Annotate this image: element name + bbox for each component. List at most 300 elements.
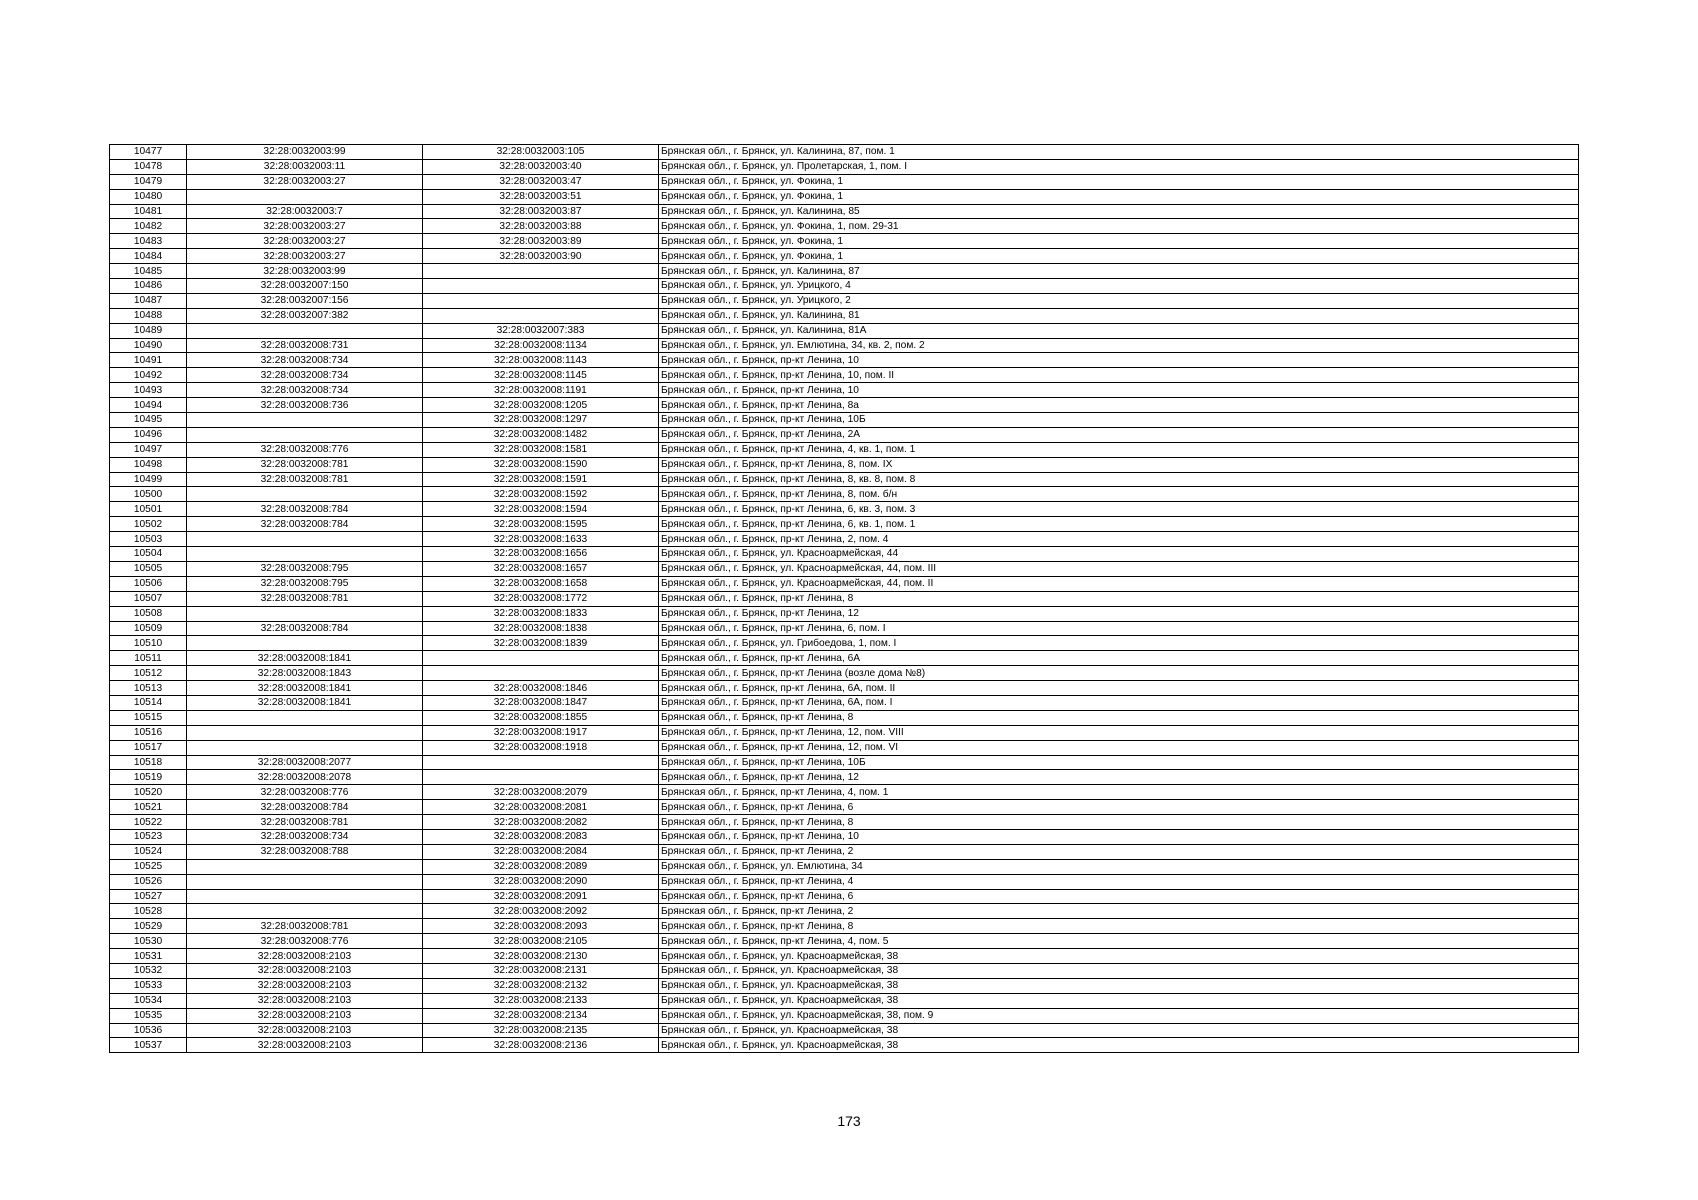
cadastral-number-cell: 32:28:0032003:47 <box>423 174 659 189</box>
address-cell: Брянская обл., г. Брянск, пр-кт Ленина, 8, пом. б/н <box>659 487 1579 502</box>
address-cell: Брянская обл., г. Брянск, ул. Фокина, 1 <box>659 249 1579 264</box>
table-row <box>110 591 1579 606</box>
row-number-cell: 10509 <box>110 621 187 636</box>
address-cell: Брянская обл., г. Брянск, пр-кт Ленина, 10Б <box>659 755 1579 770</box>
table-row <box>110 249 1579 264</box>
address-cell: Брянская обл., г. Брянск, пр-кт Ленина, 12, пом. VI <box>659 740 1579 755</box>
row-number-cell: 10498 <box>110 457 187 472</box>
address-cell: Брянская обл., г. Брянск, пр-кт Ленина, 12, пом. VIII <box>659 725 1579 740</box>
row-number-cell: 10522 <box>110 815 187 830</box>
row-number-cell: 10529 <box>110 919 187 934</box>
cadastral-number-cell <box>423 264 659 279</box>
cadastral-number-cell: 32:28:0032008:1591 <box>423 472 659 487</box>
previous-cadastral-number-cell: 32:28:0032003:27 <box>187 174 423 189</box>
previous-cadastral-number-cell <box>187 874 423 889</box>
address-cell: Брянская обл., г. Брянск, пр-кт Ленина, 8 <box>659 591 1579 606</box>
table-row <box>110 695 1579 710</box>
previous-cadastral-number-cell: 32:28:0032008:784 <box>187 502 423 517</box>
previous-cadastral-number-cell: 32:28:0032008:734 <box>187 368 423 383</box>
row-number-cell: 10486 <box>110 279 187 294</box>
table-row <box>110 963 1579 978</box>
cadastral-number-cell: 32:28:0032008:1297 <box>423 413 659 428</box>
table-row <box>110 442 1579 457</box>
row-number-cell: 10504 <box>110 547 187 562</box>
previous-cadastral-number-cell: 32:28:0032007:156 <box>187 293 423 308</box>
row-number-cell: 10514 <box>110 695 187 710</box>
cadastral-number-cell: 32:28:0032008:1145 <box>423 368 659 383</box>
table-row <box>110 889 1579 904</box>
row-number-cell: 10530 <box>110 934 187 949</box>
previous-cadastral-number-cell: 32:28:0032008:795 <box>187 576 423 591</box>
cadastral-number-cell: 32:28:0032008:1482 <box>423 427 659 442</box>
address-cell: Брянская обл., г. Брянск, пр-кт Ленина, 8, кв. 8, пом. 8 <box>659 472 1579 487</box>
table-row <box>110 934 1579 949</box>
previous-cadastral-number-cell: 32:28:0032003:7 <box>187 204 423 219</box>
row-number-cell: 10535 <box>110 1008 187 1023</box>
table-row <box>110 815 1579 830</box>
address-cell: Брянская обл., г. Брянск, ул. Красноармейская, 38 <box>659 993 1579 1008</box>
cadastral-number-cell: 32:28:0032008:2134 <box>423 1008 659 1023</box>
address-cell: Брянская обл., г. Брянск, ул. Грибоедова, 1, пом. I <box>659 636 1579 651</box>
cadastral-number-cell <box>423 770 659 785</box>
table-row <box>110 800 1579 815</box>
row-number-cell: 10479 <box>110 174 187 189</box>
address-cell: Брянская обл., г. Брянск, ул. Красноармейская, 44, пом. II <box>659 576 1579 591</box>
row-number-cell: 10536 <box>110 1023 187 1038</box>
table-row <box>110 740 1579 755</box>
table-row <box>110 204 1579 219</box>
previous-cadastral-number-cell: 32:28:0032008:2103 <box>187 1008 423 1023</box>
cadastral-number-cell: 32:28:0032008:1918 <box>423 740 659 755</box>
cadastral-number-cell <box>423 755 659 770</box>
previous-cadastral-number-cell: 32:28:0032008:2103 <box>187 949 423 964</box>
row-number-cell: 10481 <box>110 204 187 219</box>
table-row <box>110 457 1579 472</box>
cadastral-number-cell: 32:28:0032008:1917 <box>423 725 659 740</box>
row-number-cell: 10494 <box>110 398 187 413</box>
cadastral-number-cell: 32:28:0032008:1847 <box>423 695 659 710</box>
previous-cadastral-number-cell <box>187 606 423 621</box>
cadastral-number-cell: 32:28:0032003:90 <box>423 249 659 264</box>
row-number-cell: 10510 <box>110 636 187 651</box>
address-cell: Брянская обл., г. Брянск, ул. Фокина, 1 <box>659 189 1579 204</box>
previous-cadastral-number-cell: 32:28:0032008:1843 <box>187 666 423 681</box>
cadastral-number-cell: 32:28:0032008:2131 <box>423 963 659 978</box>
table-row <box>110 293 1579 308</box>
table-row <box>110 770 1579 785</box>
previous-cadastral-number-cell <box>187 413 423 428</box>
address-cell: Брянская обл., г. Брянск, ул. Красноармейская, 38 <box>659 949 1579 964</box>
address-cell: Брянская обл., г. Брянск, пр-кт Ленина, 2 <box>659 844 1579 859</box>
address-cell: Брянская обл., г. Брянск, пр-кт Ленина, 4 <box>659 874 1579 889</box>
table-row <box>110 279 1579 294</box>
previous-cadastral-number-cell: 32:28:0032008:781 <box>187 591 423 606</box>
address-cell: Брянская обл., г. Брянск, пр-кт Ленина, 12 <box>659 770 1579 785</box>
previous-cadastral-number-cell: 32:28:0032008:2078 <box>187 770 423 785</box>
table-row <box>110 264 1579 279</box>
previous-cadastral-number-cell: 32:28:0032008:781 <box>187 457 423 472</box>
table-row <box>110 710 1579 725</box>
previous-cadastral-number-cell: 32:28:0032008:776 <box>187 934 423 949</box>
table-row <box>110 725 1579 740</box>
table-row <box>110 532 1579 547</box>
table-row <box>110 189 1579 204</box>
row-number-cell: 10520 <box>110 785 187 800</box>
previous-cadastral-number-cell: 32:28:0032008:734 <box>187 383 423 398</box>
table-row <box>110 978 1579 993</box>
address-cell: Брянская обл., г. Брянск, пр-кт Ленина, 8 <box>659 815 1579 830</box>
table-row <box>110 427 1579 442</box>
cadastral-number-cell: 32:28:0032008:2084 <box>423 844 659 859</box>
address-cell: Брянская обл., г. Брянск, пр-кт Ленина, 10 <box>659 353 1579 368</box>
row-number-cell: 10502 <box>110 517 187 532</box>
previous-cadastral-number-cell <box>187 532 423 547</box>
address-cell: Брянская обл., г. Брянск, пр-кт Ленина, 10Б <box>659 413 1579 428</box>
row-number-cell: 10517 <box>110 740 187 755</box>
previous-cadastral-number-cell <box>187 487 423 502</box>
cadastral-number-cell: 32:28:0032008:1592 <box>423 487 659 502</box>
cadastral-number-cell: 32:28:0032008:1134 <box>423 338 659 353</box>
previous-cadastral-number-cell: 32:28:0032008:2103 <box>187 993 423 1008</box>
cadastral-number-cell: 32:28:0032008:1838 <box>423 621 659 636</box>
cadastral-number-cell: 32:28:0032008:1581 <box>423 442 659 457</box>
address-cell: Брянская обл., г. Брянск, ул. Красноармейская, 44 <box>659 547 1579 562</box>
row-number-cell: 10493 <box>110 383 187 398</box>
address-cell: Брянская обл., г. Брянск, пр-кт Ленина, 6 <box>659 800 1579 815</box>
cadastral-number-cell: 32:28:0032003:40 <box>423 159 659 174</box>
table-row <box>110 681 1579 696</box>
table-row <box>110 919 1579 934</box>
address-cell: Брянская обл., г. Брянск, пр-кт Ленина (возле дома №8) <box>659 666 1579 681</box>
address-cell: Брянская обл., г. Брянск, пр-кт Ленина, 4, кв. 1, пом. 1 <box>659 442 1579 457</box>
row-number-cell: 10531 <box>110 949 187 964</box>
table-row <box>110 993 1579 1008</box>
row-number-cell: 10497 <box>110 442 187 457</box>
address-cell: Брянская обл., г. Брянск, пр-кт Ленина, 6А <box>659 651 1579 666</box>
previous-cadastral-number-cell: 32:28:0032008:776 <box>187 442 423 457</box>
cadastral-number-cell: 32:28:0032008:1833 <box>423 606 659 621</box>
table-row <box>110 1008 1579 1023</box>
row-number-cell: 10528 <box>110 904 187 919</box>
address-cell: Брянская обл., г. Брянск, ул. Калинина, 87 <box>659 264 1579 279</box>
address-cell: Брянская обл., г. Брянск, пр-кт Ленина, 6А, пом. II <box>659 681 1579 696</box>
previous-cadastral-number-cell: 32:28:0032007:150 <box>187 279 423 294</box>
address-cell: Брянская обл., г. Брянск, пр-кт Ленина, 6А, пом. I <box>659 695 1579 710</box>
table-row <box>110 234 1579 249</box>
table-row <box>110 949 1579 964</box>
row-number-cell: 10532 <box>110 963 187 978</box>
address-cell: Брянская обл., г. Брянск, пр-кт Ленина, 10 <box>659 829 1579 844</box>
table-row <box>110 874 1579 889</box>
address-cell: Брянская обл., г. Брянск, пр-кт Ленина, 4, пом. 5 <box>659 934 1579 949</box>
address-cell: Брянская обл., г. Брянск, пр-кт Ленина, 8а <box>659 398 1579 413</box>
table-row <box>110 547 1579 562</box>
row-number-cell: 10503 <box>110 532 187 547</box>
row-number-cell: 10480 <box>110 189 187 204</box>
table-row <box>110 576 1579 591</box>
previous-cadastral-number-cell: 32:28:0032008:731 <box>187 338 423 353</box>
cadastral-number-cell: 32:28:0032008:1772 <box>423 591 659 606</box>
address-cell: Брянская обл., г. Брянск, ул. Урицкого, 4 <box>659 279 1579 294</box>
row-number-cell: 10515 <box>110 710 187 725</box>
cadastral-number-cell: 32:28:0032008:1658 <box>423 576 659 591</box>
previous-cadastral-number-cell: 32:28:0032008:2103 <box>187 978 423 993</box>
cadastral-number-cell: 32:28:0032008:2093 <box>423 919 659 934</box>
previous-cadastral-number-cell <box>187 904 423 919</box>
cadastral-number-cell: 32:28:0032008:1839 <box>423 636 659 651</box>
table-row <box>110 487 1579 502</box>
row-number-cell: 10526 <box>110 874 187 889</box>
address-cell: Брянская обл., г. Брянск, ул. Калинина, 87, пом. 1 <box>659 145 1579 160</box>
address-cell: Брянская обл., г. Брянск, ул. Пролетарская, 1, пом. I <box>659 159 1579 174</box>
table-row <box>110 755 1579 770</box>
row-number-cell: 10489 <box>110 323 187 338</box>
row-number-cell: 10516 <box>110 725 187 740</box>
cadastral-number-cell <box>423 279 659 294</box>
row-number-cell: 10512 <box>110 666 187 681</box>
cadastral-number-cell: 32:28:0032008:1205 <box>423 398 659 413</box>
address-cell: Брянская обл., г. Брянск, ул. Урицкого, 2 <box>659 293 1579 308</box>
previous-cadastral-number-cell: 32:28:0032003:11 <box>187 159 423 174</box>
table-row <box>110 651 1579 666</box>
table-row <box>110 159 1579 174</box>
table-row <box>110 785 1579 800</box>
table-row <box>110 517 1579 532</box>
previous-cadastral-number-cell: 32:28:0032008:784 <box>187 621 423 636</box>
row-number-cell: 10501 <box>110 502 187 517</box>
row-number-cell: 10491 <box>110 353 187 368</box>
previous-cadastral-number-cell: 32:28:0032008:1841 <box>187 681 423 696</box>
address-cell: Брянская обл., г. Брянск, пр-кт Ленина, 6, кв. 3, пом. 3 <box>659 502 1579 517</box>
cadastral-number-cell: 32:28:0032008:2133 <box>423 993 659 1008</box>
table-row <box>110 636 1579 651</box>
address-cell: Брянская обл., г. Брянск, пр-кт Ленина, 6 <box>659 889 1579 904</box>
previous-cadastral-number-cell: 32:28:0032008:2103 <box>187 1023 423 1038</box>
table-row <box>110 829 1579 844</box>
previous-cadastral-number-cell: 32:28:0032008:2077 <box>187 755 423 770</box>
row-number-cell: 10490 <box>110 338 187 353</box>
address-cell: Брянская обл., г. Брянск, пр-кт Ленина, 2 <box>659 904 1579 919</box>
row-number-cell: 10524 <box>110 844 187 859</box>
cadastral-number-cell: 32:28:0032008:2081 <box>423 800 659 815</box>
table-row <box>110 472 1579 487</box>
cadastral-number-cell: 32:28:0032008:1657 <box>423 561 659 576</box>
previous-cadastral-number-cell: 32:28:0032003:99 <box>187 145 423 160</box>
table-row <box>110 323 1579 338</box>
address-cell: Брянская обл., г. Брянск, ул. Красноармейская, 38 <box>659 978 1579 993</box>
address-cell: Брянская обл., г. Брянск, ул. Емлютина, 34, кв. 2, пом. 2 <box>659 338 1579 353</box>
table-row <box>110 383 1579 398</box>
previous-cadastral-number-cell: 32:28:0032008:734 <box>187 353 423 368</box>
previous-cadastral-number-cell <box>187 740 423 755</box>
row-number-cell: 10507 <box>110 591 187 606</box>
row-number-cell: 10518 <box>110 755 187 770</box>
previous-cadastral-number-cell <box>187 427 423 442</box>
table-row <box>110 308 1579 323</box>
address-cell: Брянская обл., г. Брянск, ул. Красноармейская, 38 <box>659 1038 1579 1053</box>
table-row <box>110 174 1579 189</box>
row-number-cell: 10496 <box>110 427 187 442</box>
address-cell: Брянская обл., г. Брянск, ул. Калинина, 85 <box>659 204 1579 219</box>
row-number-cell: 10519 <box>110 770 187 785</box>
table-row <box>110 368 1579 383</box>
row-number-cell: 10537 <box>110 1038 187 1053</box>
row-number-cell: 10521 <box>110 800 187 815</box>
address-cell: Брянская обл., г. Брянск, ул. Емлютина, 34 <box>659 859 1579 874</box>
row-number-cell: 10487 <box>110 293 187 308</box>
table-row <box>110 621 1579 636</box>
table-row <box>110 666 1579 681</box>
table-row <box>110 398 1579 413</box>
address-cell: Брянская обл., г. Брянск, пр-кт Ленина, 6, кв. 1, пом. 1 <box>659 517 1579 532</box>
address-cell: Брянская обл., г. Брянск, пр-кт Ленина, 4, пом. 1 <box>659 785 1579 800</box>
cadastral-number-cell <box>423 666 659 681</box>
cadastral-number-cell: 32:28:0032008:2135 <box>423 1023 659 1038</box>
previous-cadastral-number-cell: 32:28:0032008:784 <box>187 517 423 532</box>
row-number-cell: 10478 <box>110 159 187 174</box>
table-row <box>110 502 1579 517</box>
cadastral-number-cell: 32:28:0032008:1143 <box>423 353 659 368</box>
address-cell: Брянская обл., г. Брянск, ул. Красноармейская, 38 <box>659 1023 1579 1038</box>
cadastral-number-cell: 32:28:0032008:1594 <box>423 502 659 517</box>
row-number-cell: 10488 <box>110 308 187 323</box>
previous-cadastral-number-cell: 32:28:0032007:382 <box>187 308 423 323</box>
table-row <box>110 1038 1579 1053</box>
address-cell: Брянская обл., г. Брянск, пр-кт Ленина, 2, пом. 4 <box>659 532 1579 547</box>
row-number-cell: 10477 <box>110 145 187 160</box>
previous-cadastral-number-cell <box>187 189 423 204</box>
cadastral-number-cell: 32:28:0032008:2082 <box>423 815 659 830</box>
cadastral-number-cell: 32:28:0032003:51 <box>423 189 659 204</box>
row-number-cell: 10500 <box>110 487 187 502</box>
cadastral-number-cell <box>423 293 659 308</box>
table-row <box>110 219 1579 234</box>
address-cell: Брянская обл., г. Брянск, ул. Красноармейская, 38, пом. 9 <box>659 1008 1579 1023</box>
previous-cadastral-number-cell <box>187 889 423 904</box>
address-cell: Брянская обл., г. Брянск, пр-кт Ленина, 10 <box>659 383 1579 398</box>
row-number-cell: 10499 <box>110 472 187 487</box>
previous-cadastral-number-cell <box>187 323 423 338</box>
row-number-cell: 10485 <box>110 264 187 279</box>
address-cell: Брянская обл., г. Брянск, пр-кт Ленина, 2А <box>659 427 1579 442</box>
row-number-cell: 10525 <box>110 859 187 874</box>
cadastral-number-cell: 32:28:0032003:105 <box>423 145 659 160</box>
cadastral-number-cell: 32:28:0032007:383 <box>423 323 659 338</box>
table-row <box>110 145 1579 160</box>
address-cell: Брянская обл., г. Брянск, пр-кт Ленина, 8, пом. IX <box>659 457 1579 472</box>
address-cell: Брянская обл., г. Брянск, пр-кт Ленина, 12 <box>659 606 1579 621</box>
previous-cadastral-number-cell: 32:28:0032008:2103 <box>187 1038 423 1053</box>
cadastral-number-cell: 32:28:0032008:1191 <box>423 383 659 398</box>
cadastral-number-cell: 32:28:0032008:2130 <box>423 949 659 964</box>
row-number-cell: 10505 <box>110 561 187 576</box>
table-row <box>110 844 1579 859</box>
cadastral-number-cell <box>423 308 659 323</box>
row-number-cell: 10483 <box>110 234 187 249</box>
cadastral-number-cell: 32:28:0032008:1633 <box>423 532 659 547</box>
address-cell: Брянская обл., г. Брянск, ул. Калинина, 81 <box>659 308 1579 323</box>
cadastral-number-cell: 32:28:0032008:2089 <box>423 859 659 874</box>
cadastral-number-cell: 32:28:0032008:2090 <box>423 874 659 889</box>
previous-cadastral-number-cell: 32:28:0032003:27 <box>187 219 423 234</box>
table-row <box>110 904 1579 919</box>
table-row <box>110 1023 1579 1038</box>
previous-cadastral-number-cell: 32:28:0032003:27 <box>187 234 423 249</box>
previous-cadastral-number-cell: 32:28:0032008:781 <box>187 919 423 934</box>
table-row <box>110 353 1579 368</box>
row-number-cell: 10513 <box>110 681 187 696</box>
cadastral-number-cell <box>423 651 659 666</box>
cadastral-number-cell: 32:28:0032008:1656 <box>423 547 659 562</box>
previous-cadastral-number-cell <box>187 725 423 740</box>
previous-cadastral-number-cell <box>187 547 423 562</box>
address-cell: Брянская обл., г. Брянск, пр-кт Ленина, 8 <box>659 710 1579 725</box>
previous-cadastral-number-cell: 32:28:0032008:795 <box>187 561 423 576</box>
address-cell: Брянская обл., г. Брянск, ул. Фокина, 1 <box>659 234 1579 249</box>
previous-cadastral-number-cell: 32:28:0032008:788 <box>187 844 423 859</box>
previous-cadastral-number-cell: 32:28:0032003:99 <box>187 264 423 279</box>
table-row <box>110 338 1579 353</box>
previous-cadastral-number-cell: 32:28:0032008:1841 <box>187 695 423 710</box>
row-number-cell: 10506 <box>110 576 187 591</box>
page-number: 173 <box>837 1113 861 1129</box>
previous-cadastral-number-cell: 32:28:0032008:736 <box>187 398 423 413</box>
cadastral-number-cell: 32:28:0032008:1846 <box>423 681 659 696</box>
row-number-cell: 10495 <box>110 413 187 428</box>
cadastral-number-cell: 32:28:0032003:89 <box>423 234 659 249</box>
previous-cadastral-number-cell: 32:28:0032008:781 <box>187 472 423 487</box>
previous-cadastral-number-cell <box>187 710 423 725</box>
previous-cadastral-number-cell: 32:28:0032008:1841 <box>187 651 423 666</box>
previous-cadastral-number-cell <box>187 859 423 874</box>
cadastral-number-cell: 32:28:0032008:1595 <box>423 517 659 532</box>
address-cell: Брянская обл., г. Брянск, пр-кт Ленина, 6, пом. I <box>659 621 1579 636</box>
row-number-cell: 10492 <box>110 368 187 383</box>
cadastral-number-cell: 32:28:0032008:2132 <box>423 978 659 993</box>
cadastral-number-cell: 32:28:0032008:2091 <box>423 889 659 904</box>
cadastral-number-cell: 32:28:0032003:88 <box>423 219 659 234</box>
table-row <box>110 859 1579 874</box>
address-cell: Брянская обл., г. Брянск, ул. Красноармейская, 44, пом. III <box>659 561 1579 576</box>
cadastral-number-cell: 32:28:0032008:1590 <box>423 457 659 472</box>
address-cell: Брянская обл., г. Брянск, ул. Калинина, 81А <box>659 323 1579 338</box>
table-row <box>110 561 1579 576</box>
previous-cadastral-number-cell: 32:28:0032008:784 <box>187 800 423 815</box>
table-row <box>110 606 1579 621</box>
address-cell: Брянская обл., г. Брянск, пр-кт Ленина, 10, пом. II <box>659 368 1579 383</box>
row-number-cell: 10508 <box>110 606 187 621</box>
register-table-body <box>110 145 1579 1053</box>
previous-cadastral-number-cell <box>187 636 423 651</box>
previous-cadastral-number-cell: 32:28:0032008:781 <box>187 815 423 830</box>
row-number-cell: 10484 <box>110 249 187 264</box>
row-number-cell: 10511 <box>110 651 187 666</box>
address-cell: Брянская обл., г. Брянск, ул. Фокина, 1 <box>659 174 1579 189</box>
cadastral-number-cell: 32:28:0032003:87 <box>423 204 659 219</box>
address-cell: Брянская обл., г. Брянск, пр-кт Ленина, 8 <box>659 919 1579 934</box>
cadastral-number-cell: 32:28:0032008:1855 <box>423 710 659 725</box>
table-row <box>110 413 1579 428</box>
row-number-cell: 10533 <box>110 978 187 993</box>
cadastral-number-cell: 32:28:0032008:2105 <box>423 934 659 949</box>
row-number-cell: 10482 <box>110 219 187 234</box>
row-number-cell: 10527 <box>110 889 187 904</box>
previous-cadastral-number-cell: 32:28:0032008:776 <box>187 785 423 800</box>
cadastral-number-cell: 32:28:0032008:2083 <box>423 829 659 844</box>
cadastral-number-cell: 32:28:0032008:2079 <box>423 785 659 800</box>
cadastral-number-cell: 32:28:0032008:2092 <box>423 904 659 919</box>
address-cell: Брянская обл., г. Брянск, ул. Фокина, 1, пом. 29-31 <box>659 219 1579 234</box>
